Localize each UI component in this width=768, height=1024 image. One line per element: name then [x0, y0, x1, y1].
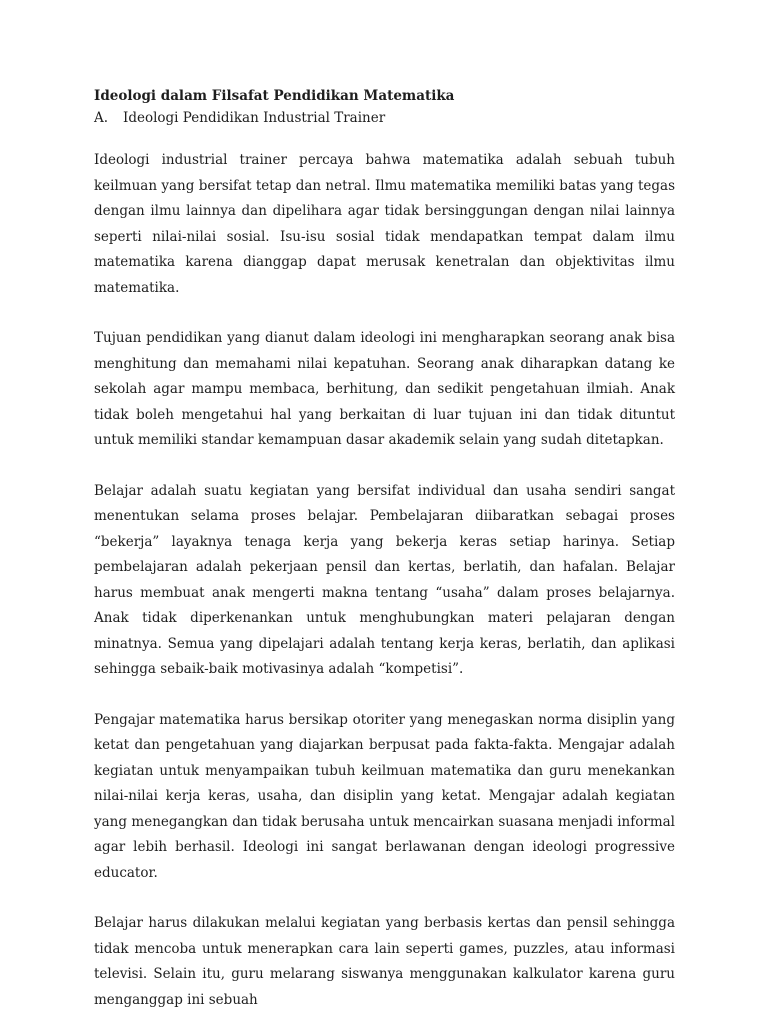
paragraph-1: Ideologi industrial trainer percaya bahwa matematika adalah sebuah tubuh keilmuan yang bersifat tetap dan netral. Ilmu matematika memiliki batas yang tegas dengan ilmu lainnya dan dipelihara agar tidak bersinggungan dengan nilai lainnya seperti nilai-nilai sosial. Isu-isu sosial tidak mendapatkan tempat dalam ilmu matematika karena dianggap dapat merusak kenetralan dan objektivitas ilmu matematika. — [94, 152, 675, 296]
section-letter: A. — [94, 110, 109, 126]
paragraph-spacer — [94, 683, 675, 708]
document-body — [94, 86, 675, 1013]
section-heading — [94, 108, 675, 128]
document-title: Ideologi dalam Filsafat Pendidikan Matematika — [94, 88, 455, 104]
paragraph-4: Pengajar matematika harus bersikap otoriter yang menegaskan norma disiplin yang ketat dan pengetahuan yang diajarkan berpusat pada fakta-fakta. Mengajar adalah kegiatan untuk menyampaikan tubuh keilmuan matematika dan guru menekankan nilai-nilai kerja keras, usaha, dan disiplin yang ketat. Mengajar adalah kegiatan yang menegangkan dan tidak berusaha untuk mencairkan suasana menjadi informal agar lebih berhasil. Ideologi ini sangat berlawanan dengan ideologi progressive educator. — [94, 711, 675, 881]
paragraph-spacer — [94, 128, 675, 148]
paragraph-3: Belajar adalah suatu kegiatan yang bersifat individual dan usaha sendiri sangat menentukan selama proses belajar. Pembelajaran diibaratkan sebagai proses “bekerja” layaknya tenaga kerja yang bekerja keras setiap harinya. Setiap pembelajaran adalah pekerjaan pensil dan kertas, berlatih, dan hafalan. Belajar harus membuat anak mengerti makna tentang “usaha” dalam proses belajarnya. Anak tidak diperkenankan untuk menghubungkan materi pelajaran dengan minatnya. Semua yang dipelajari adalah tentang kerja keras, berlatih, dan aplikasi sehingga sebaik-baik motivasinya adalah “kompetisi”. — [94, 482, 675, 677]
paragraph-5: Belajar harus dilakukan melalui kegiatan yang berbasis kertas dan pensil sehingga tidak mencoba untuk menerapkan cara lain seperti games, puzzles, atau informasi televisi. Selain itu, guru melarang siswanya menggunakan kalkulator karena guru menganggap ini sebuah — [94, 915, 675, 1008]
paragraph-2: Tujuan pendidikan yang dianut dalam ideologi ini mengharapkan seorang anak bisa menghitung dan memahami nilai kepatuhan. Seorang anak diharapkan datang ke sekolah agar mampu membaca, berhitung, dan sedikit pengetahuan ilmiah. Anak tidak boleh mengetahui hal yang berkaitan di luar tujuan ini dan tidak dituntut untuk memiliki standar kemampuan dasar akademik selain yang sudah ditetapkan. — [94, 330, 675, 448]
paragraph-spacer — [94, 886, 675, 911]
section-heading-text: Ideologi Pendidikan Industrial Trainer — [123, 110, 386, 126]
paragraph-spacer — [94, 454, 675, 479]
paragraph-spacer — [94, 301, 675, 326]
